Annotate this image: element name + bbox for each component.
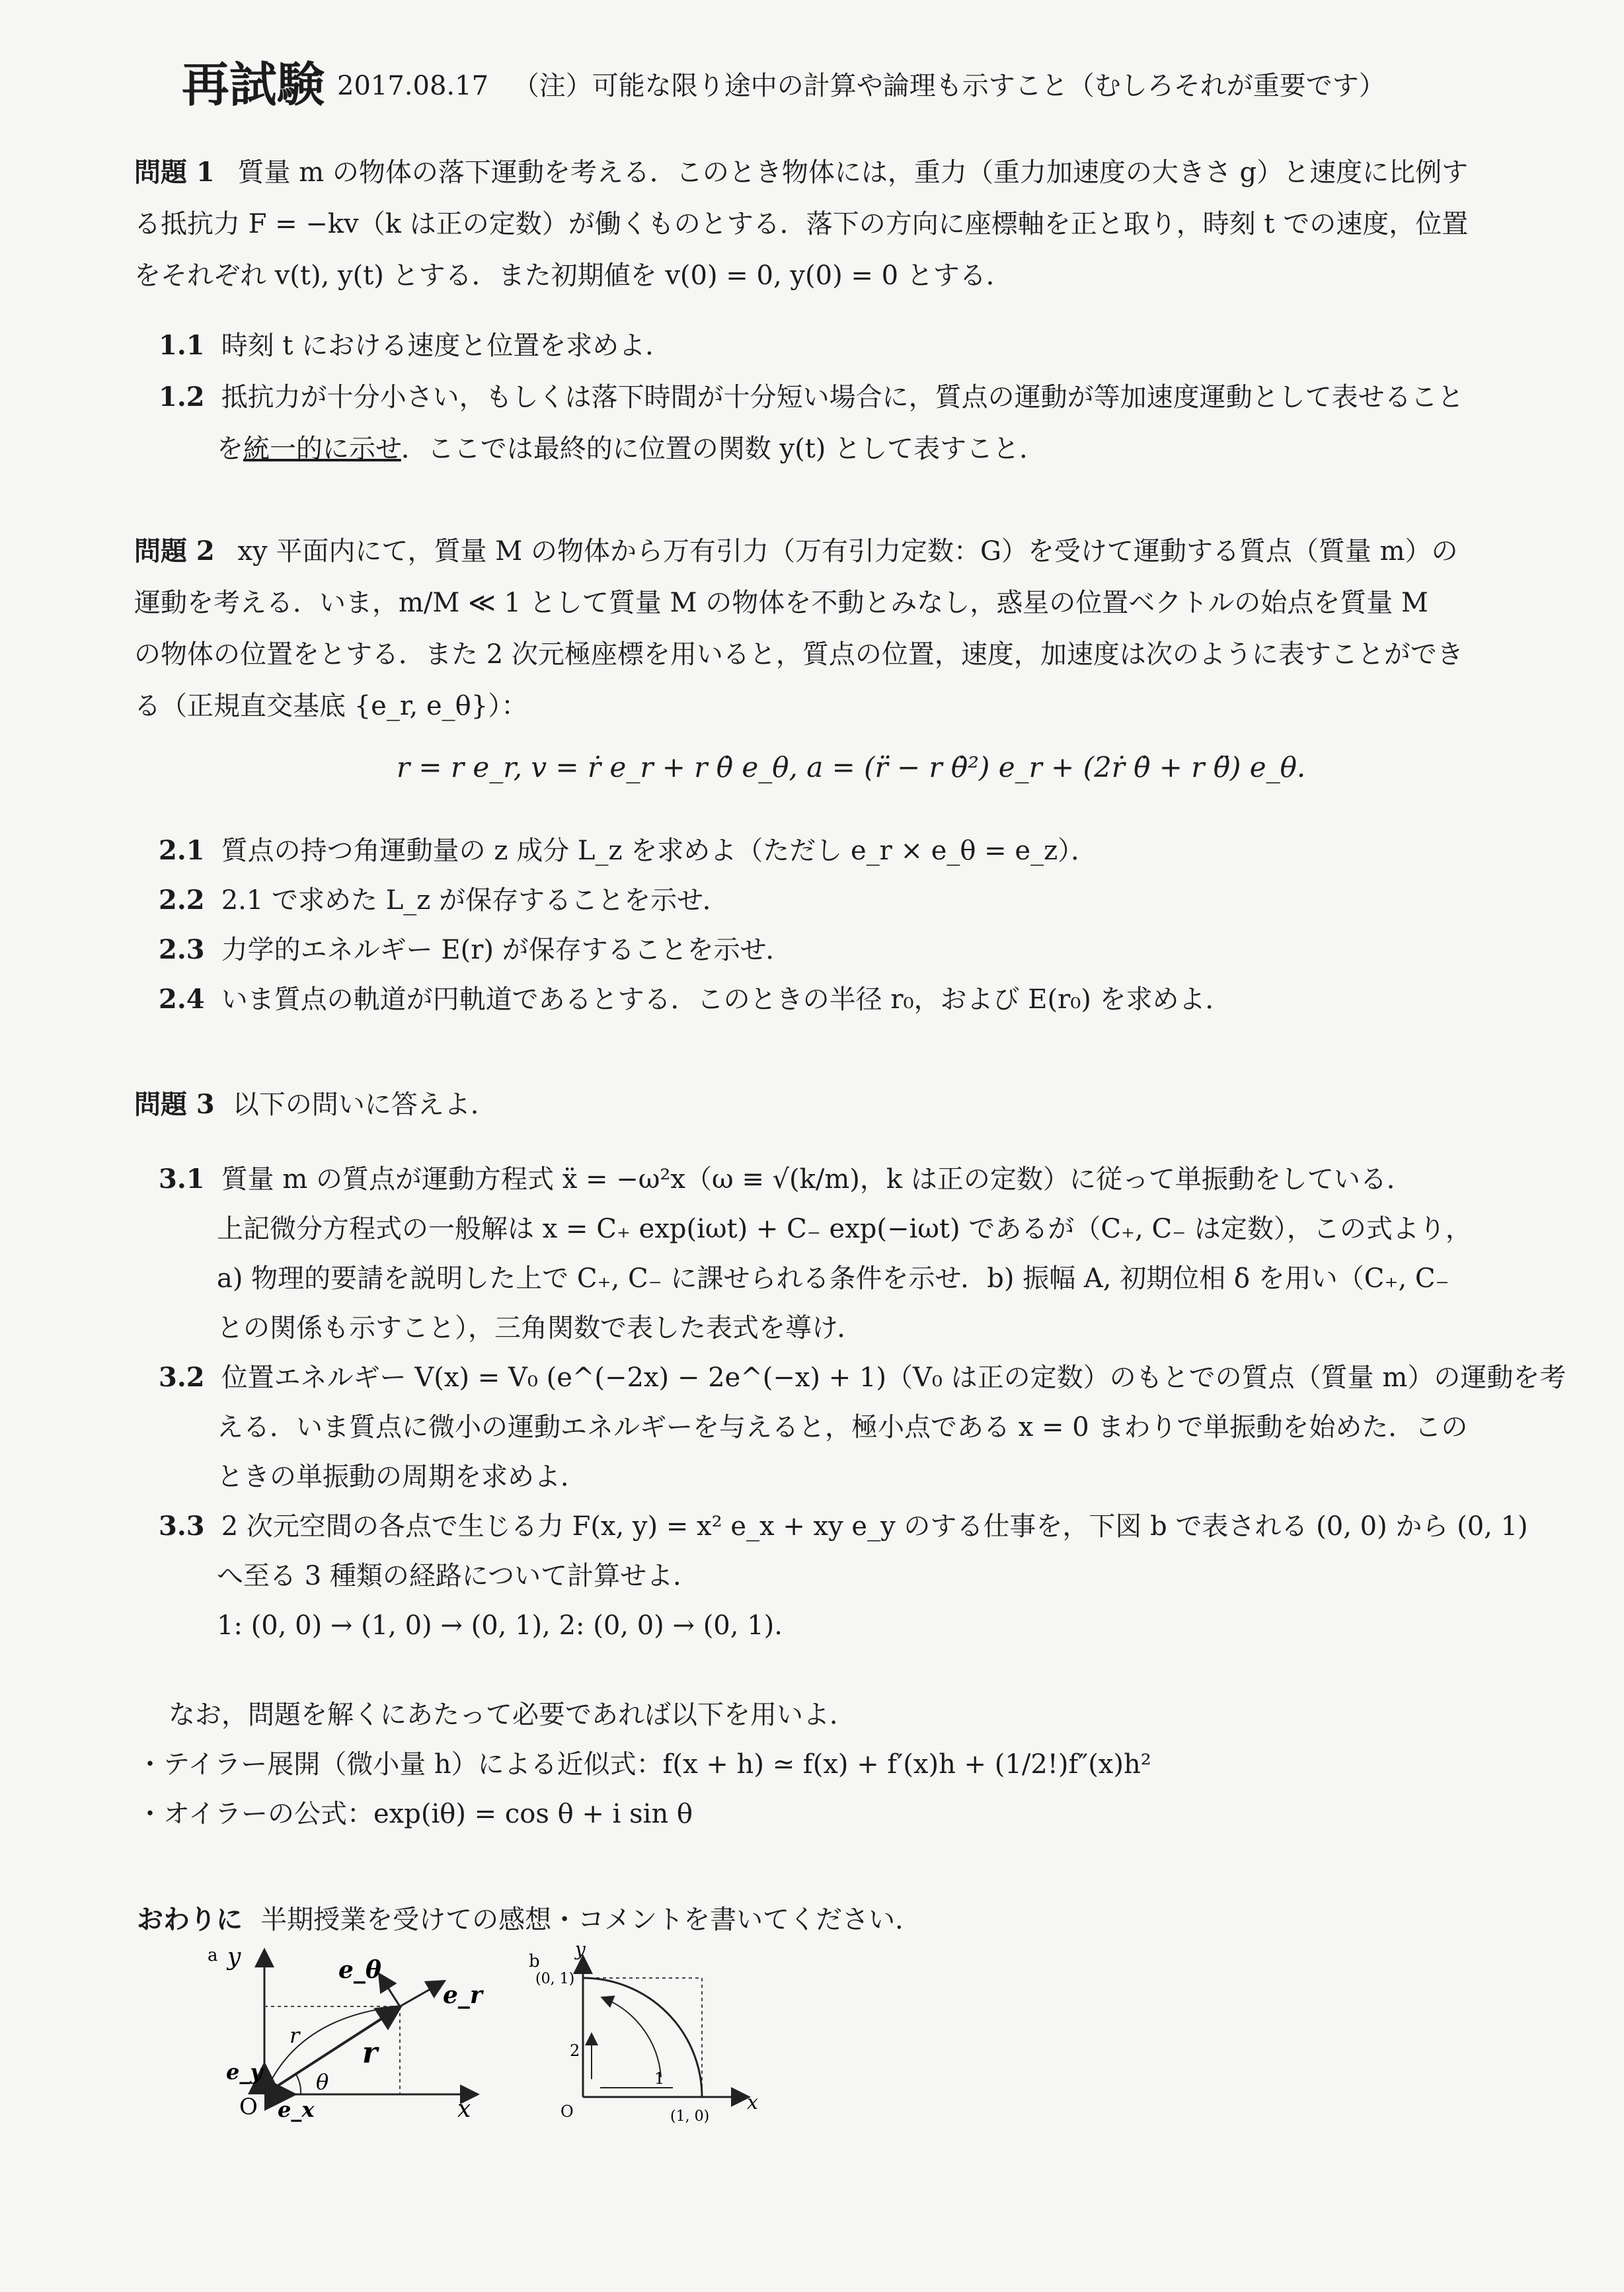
figure-a-ey-label: e_y bbox=[226, 2059, 262, 2084]
closing-text: 半期授業を受けての感想・コメントを書いてください． bbox=[260, 1905, 922, 1935]
unit-vector-e-r bbox=[400, 1982, 443, 2006]
angle-arc bbox=[296, 2075, 301, 2094]
question-3-1-line-4: との関係も示すこと），三角関数で表した表式を導け． bbox=[217, 1313, 864, 1343]
figure-a-theta-label: θ bbox=[316, 2069, 329, 2094]
underlined-instruction: 統一的に示せ bbox=[243, 434, 401, 464]
question-2-2: 2.2 2.1 で求めた L_z が保存することを示せ． bbox=[159, 885, 729, 916]
figure-a-polar-coordinates bbox=[198, 1944, 502, 2122]
problem-2-line-3: の物体の位置をとする．また 2 次元極座標を用いると，質点の位置，速度，加速度は次のように表すことができ bbox=[134, 639, 1463, 670]
figure-a-er-label: e_r bbox=[443, 1981, 483, 2009]
problem-2-line-2: 運動を考える．いま，m/M ≪ 1 として質量 M の物体を不動とみなし，惑星の位置ベクトルの始点を質量 M bbox=[134, 588, 1428, 618]
closing-section bbox=[137, 1894, 921, 1946]
euler-formula-note: ・オイラーの公式：exp(iθ) = cos θ + i sin θ bbox=[137, 1799, 693, 1829]
closing-label: おわりに bbox=[137, 1904, 243, 1935]
figure-a-r-length-label: r bbox=[290, 2023, 300, 2048]
problem-2 bbox=[134, 526, 1522, 732]
figure-b-integration-paths bbox=[522, 1944, 773, 2129]
problem-1-line-3: をそれぞれ v(t), y(t) とする．また初期値を v(0) = 0, y(0) = 0 とする． bbox=[134, 260, 1013, 291]
figure-b-point-10: (1, 0) bbox=[670, 2108, 710, 2125]
taylor-expansion-note: ・テイラー展開（微小量 h）による近似式：f(x + h) ≃ f(x) + f′(x)h + (1/2!)f″(x)h² bbox=[137, 1749, 1151, 1780]
question-3-3-line-2: へ至る 3 種類の経路について計算せよ． bbox=[217, 1561, 700, 1591]
position-vector-r bbox=[264, 2008, 399, 2094]
figure-a-y-label: y bbox=[227, 1944, 241, 1971]
figure-b-point-01: (0, 1) bbox=[535, 1971, 575, 1987]
problem-3-intro: 以下の問いに答えよ． bbox=[232, 1089, 497, 1120]
path-1-direction-arrow bbox=[603, 1998, 661, 2077]
question-2-3: 2.3 力学的エネルギー E(r) が保存することを示せ． bbox=[159, 934, 793, 965]
problem-1-line-1: 質量 m の物体の落下運動を考える．このとき物体には，重力（重力加速度の大きさ g）と速度に比例す bbox=[237, 157, 1469, 188]
figure-b-tag: b bbox=[529, 1952, 540, 1971]
figure-b-path-2-label: 2 bbox=[570, 2041, 580, 2060]
question-2-4: 2.4 いま質点の軌道が円軌道であるとする．このときの半径 r₀，および E(r₀) を求めよ． bbox=[159, 984, 1232, 1015]
question-1-1 bbox=[159, 320, 1520, 372]
figure-a-x-label: x bbox=[457, 2096, 471, 2122]
problem-2-line-4: る（正規直交基底 {e_r, e_θ}）： bbox=[134, 691, 528, 721]
problem-1 bbox=[134, 147, 1522, 301]
question-1-1-text: 時刻 t における速度と位置を求めよ． bbox=[221, 331, 672, 361]
exam-date: 2017.08.17 bbox=[337, 71, 489, 101]
question-3-2-line-2: える．いま質点に微小の運動エネルギーを与えると，極小点である x = 0 まわりで単振動を始めた．この bbox=[217, 1412, 1468, 1442]
question-3-1-line-2: 上記微分方程式の一般解は x = C₊ exp(iωt) + C₋ exp(−iωt) であるが（C₊, C₋ は定数），この式より， bbox=[217, 1214, 1472, 1244]
figure-a-etheta-label: e_θ bbox=[338, 1956, 381, 1984]
exam-note: （注）可能な限り途中の計算や論理も示すこと（むしろそれが重要です） bbox=[512, 71, 1385, 101]
question-1-2 bbox=[159, 372, 1520, 423]
figure-b-origin-label: O bbox=[561, 2102, 574, 2121]
question-2-1: 2.1 質点の持つ角運動量の z 成分 L_z を求めよ（ただし e_r × e_θ = e_z）． bbox=[159, 835, 1098, 866]
unit-vector-e-theta bbox=[380, 1975, 400, 2006]
question-3-3: 3.3 2 次元空間の各点で生じる力 F(x, y) = x² e_x + xy e_y のする仕事を，下図 b で表される (0, 0) から (0, 1) bbox=[159, 1511, 1528, 1542]
problem-3 bbox=[134, 1079, 497, 1130]
figure-a-ex-label: e_x bbox=[278, 2097, 315, 2122]
question-1-1-number: 1.1 bbox=[159, 330, 205, 361]
figure-b-x-label: x bbox=[747, 2091, 758, 2114]
figure-a-r-vector-label: r bbox=[362, 2036, 378, 2070]
polar-kinematics-equation: r = r e_r, v = ṙ e_r + r θ̇ e_θ, a = (r̈ − r θ̇²) e_r + (2ṙ θ̇ + r θ̈) e_θ. bbox=[397, 751, 1306, 783]
problem-1-line-2: る抵抗力 F = −kv（k は正の定数）が働くものとする．落下の方向に座標軸を正と取り，時刻 t での速度，位置 bbox=[134, 209, 1469, 239]
formula-notes-intro: なお，問題を解くにあたって必要であれば以下を用いよ． bbox=[169, 1700, 856, 1730]
problem-2-label: 問題 2 bbox=[134, 535, 215, 567]
quarter-circle-arc bbox=[583, 1978, 702, 2097]
question-3-3-paths: 1: (0, 0) → (1, 0) → (0, 1), 2: (0, 0) → (0, 1). bbox=[217, 1610, 783, 1641]
question-3-1-line-3: a) 物理的要請を説明した上で C₊, C₋ に課せられる条件を示せ．b) 振幅 A, 初期位相 δ を用い（C₊, C₋ bbox=[217, 1263, 1450, 1294]
figure-a-origin-label: O bbox=[239, 2094, 258, 2120]
question-3-2: 3.2 位置エネルギー V(x) = V₀ (e^(−2x) − 2e^(−x) + 1)（V₀ は正の定数）のもとでの質点（質量 m）の運動を考 bbox=[159, 1362, 1566, 1393]
question-1-2-line-2: を統一的に示せ．ここでは最終的に位置の関数 y(t) として表すこと． bbox=[217, 434, 1046, 464]
exam-header-meta bbox=[337, 65, 1385, 102]
question-3-1: 3.1 質量 m の質点が運動方程式 ẍ = −ω²x（ω ≡ √(k/m)，k は正の定数）に従って単振動をしている． bbox=[159, 1164, 1413, 1195]
question-1-2-line-1: 抵抗力が十分小さい，もしくは落下時間が十分短い場合に，質点の運動が等加速度運動として表せること bbox=[221, 382, 1464, 413]
question-3-2-line-3: ときの単振動の周期を求めよ． bbox=[217, 1462, 587, 1492]
question-1-2-number: 1.2 bbox=[159, 381, 205, 413]
figure-b-y-label: y bbox=[575, 1944, 586, 1960]
problem-1-label: 問題 1 bbox=[134, 157, 215, 188]
exam-title: 再試験 bbox=[182, 56, 325, 112]
figure-a-tag: a bbox=[208, 1946, 218, 1965]
figure-b-path-1-label: 1 bbox=[654, 2069, 665, 2088]
problem-3-label: 問題 3 bbox=[134, 1089, 215, 1120]
problem-2-line-1: xy 平面内にて，質量 M の物体から万有引力（万有引力定数：G）を受けて運動する質点（質量 m）の bbox=[237, 536, 1458, 567]
